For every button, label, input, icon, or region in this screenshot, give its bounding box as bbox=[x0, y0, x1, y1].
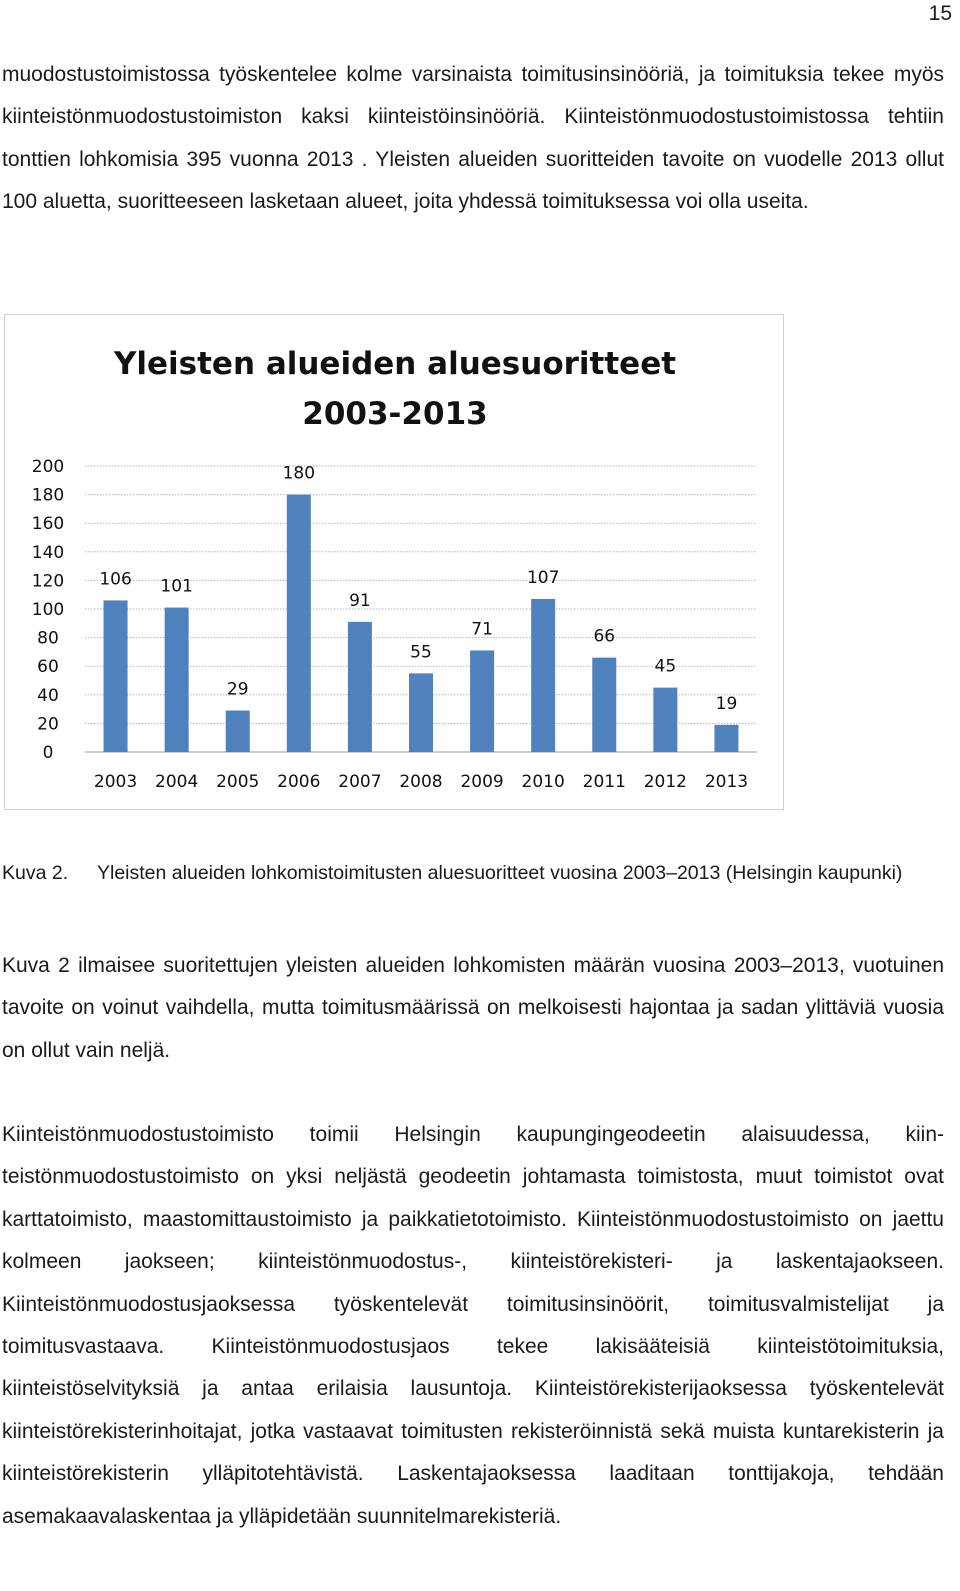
x-tick-label: 2008 bbox=[399, 772, 443, 792]
bar-2003 bbox=[104, 600, 128, 752]
bar-2008 bbox=[409, 673, 433, 752]
x-tick-label: 2005 bbox=[216, 772, 260, 792]
data-label: 107 bbox=[526, 567, 560, 588]
page-number: 15 bbox=[928, 2, 952, 25]
x-tick-label: 2012 bbox=[643, 772, 687, 792]
bar-2006 bbox=[287, 495, 311, 752]
data-label: 45 bbox=[654, 656, 677, 677]
figure-caption bbox=[2, 861, 944, 885]
data-label: 66 bbox=[593, 626, 616, 647]
data-label: 180 bbox=[282, 463, 316, 484]
data-label: 101 bbox=[160, 576, 193, 597]
y-tick-label: 0 bbox=[42, 743, 54, 763]
caption-label: Kuva 2. bbox=[2, 862, 69, 884]
x-tick-label: 2011 bbox=[582, 772, 626, 792]
y-tick-label: 40 bbox=[37, 685, 59, 706]
y-tick-label: 60 bbox=[37, 657, 59, 678]
x-tick-label: 2013 bbox=[704, 772, 749, 792]
bar-2007 bbox=[348, 622, 372, 752]
data-label: 19 bbox=[715, 693, 738, 714]
y-tick-label: 180 bbox=[31, 485, 65, 506]
chart-canvas bbox=[5, 315, 785, 811]
data-label: 29 bbox=[226, 679, 249, 700]
paragraph-intro: muodostustoimistossa työskentelee kolme varsinaista toimitusinsinööriä, ja toimituksia tekee myös kiinteistönmuodostustoimiston kaksi kiinteistöinsinööriä. Kiinteistönmuodostustoimistossa tehtiin tonttien lohkomisia 395 vuonna 2013 . Yleisten alueiden suoritteiden tavoite on vuodelle 2013 ollut 100 aluetta, suoritteeseen lasketaan alueet, joita yhdessä toimituksessa voi olla useita. bbox=[2, 63, 944, 214]
data-label: 55 bbox=[410, 642, 432, 663]
data-label: 106 bbox=[99, 569, 132, 590]
y-tick-label: 20 bbox=[37, 714, 59, 735]
x-tick-label: 2003 bbox=[93, 772, 138, 792]
bar-2013 bbox=[714, 725, 738, 752]
bar-2010 bbox=[531, 599, 555, 752]
y-tick-label: 100 bbox=[31, 600, 65, 620]
x-tick-label: 2010 bbox=[521, 772, 565, 792]
bar-2011 bbox=[592, 658, 616, 752]
bar-2012 bbox=[653, 688, 677, 752]
data-label: 91 bbox=[349, 590, 371, 611]
y-tick-label: 200 bbox=[31, 457, 65, 477]
paragraph-figure-description: Kuva 2 ilmaisee suoritettujen yleisten alueiden lohkomisten määrän vuosina 2003–2013, vuotuinen tavoite on voinut vaihdella, mutta toimitusmäärissä on melkoisesti hajontaa ja sadan ylittäviä vuosia on ollut vain neljä. bbox=[2, 954, 944, 1062]
y-tick-label: 160 bbox=[31, 514, 65, 535]
bar-2005 bbox=[226, 711, 250, 752]
bar-2009 bbox=[470, 650, 494, 752]
y-tick-label: 120 bbox=[31, 571, 65, 592]
x-tick-label: 2004 bbox=[155, 772, 199, 792]
caption-text: Yleisten alueiden lohkomistoimitusten aluesuoritteet vuosina 2003–2013 (Helsingin kaupunki) bbox=[97, 862, 903, 884]
paragraph-office-structure: Kiinteistönmuodostustoimisto toimii Helsingin kaupungingeodeetin alaisuudessa, kiinteistönmuodostustoimisto on yksi neljästä geodeetin johtamasta toimistosta, muut toimistot ovat karttatoimisto, maastomittaustoimisto ja paikkatietotoimisto. Kiinteistönmuodostustoimisto on jaettu kolmeen jaokseen; kiinteistönmuodostus-, kiinteistörekisteri- ja laskentajaokseen. Kiinteistönmuodostusjaoksessa työskentelevät toimitusinsinöörit, toimitusvalmistelijat ja toimitusvastaava. Kiinteistönmuodostusjaos tekee lakisääteisiä kiinteistötoimituksia, kiinteistöselvityksiä ja antaa erilaisia lausuntoja. Kiinteistörekisterijaoksessa työskentelevät kiinteistörekisterinhoitajat, jotka vastaavat toimitusten rekisteröinnistä sekä muista kuntarekisterin ja kiinteistörekisterin ylläpitotehtävistä. Laskentajaoksessa laaditaan tonttijakoja, tehdään asemakaavalaskentaa ja ylläpidetään suunnitelmarekisteriä. bbox=[2, 1123, 944, 1528]
y-tick-label: 140 bbox=[31, 542, 65, 563]
y-tick-label: 80 bbox=[37, 628, 59, 649]
x-tick-label: 2007 bbox=[338, 772, 382, 792]
chart-title-line-2: 2003-2013 bbox=[302, 396, 488, 432]
data-label: 71 bbox=[471, 619, 493, 640]
x-tick-label: 2009 bbox=[460, 772, 504, 792]
bar-2004 bbox=[165, 608, 189, 752]
x-tick-label: 2006 bbox=[277, 772, 321, 792]
bar-chart bbox=[4, 314, 784, 810]
chart-title-line-1: Yleisten alueiden aluesuoritteet bbox=[113, 346, 677, 382]
